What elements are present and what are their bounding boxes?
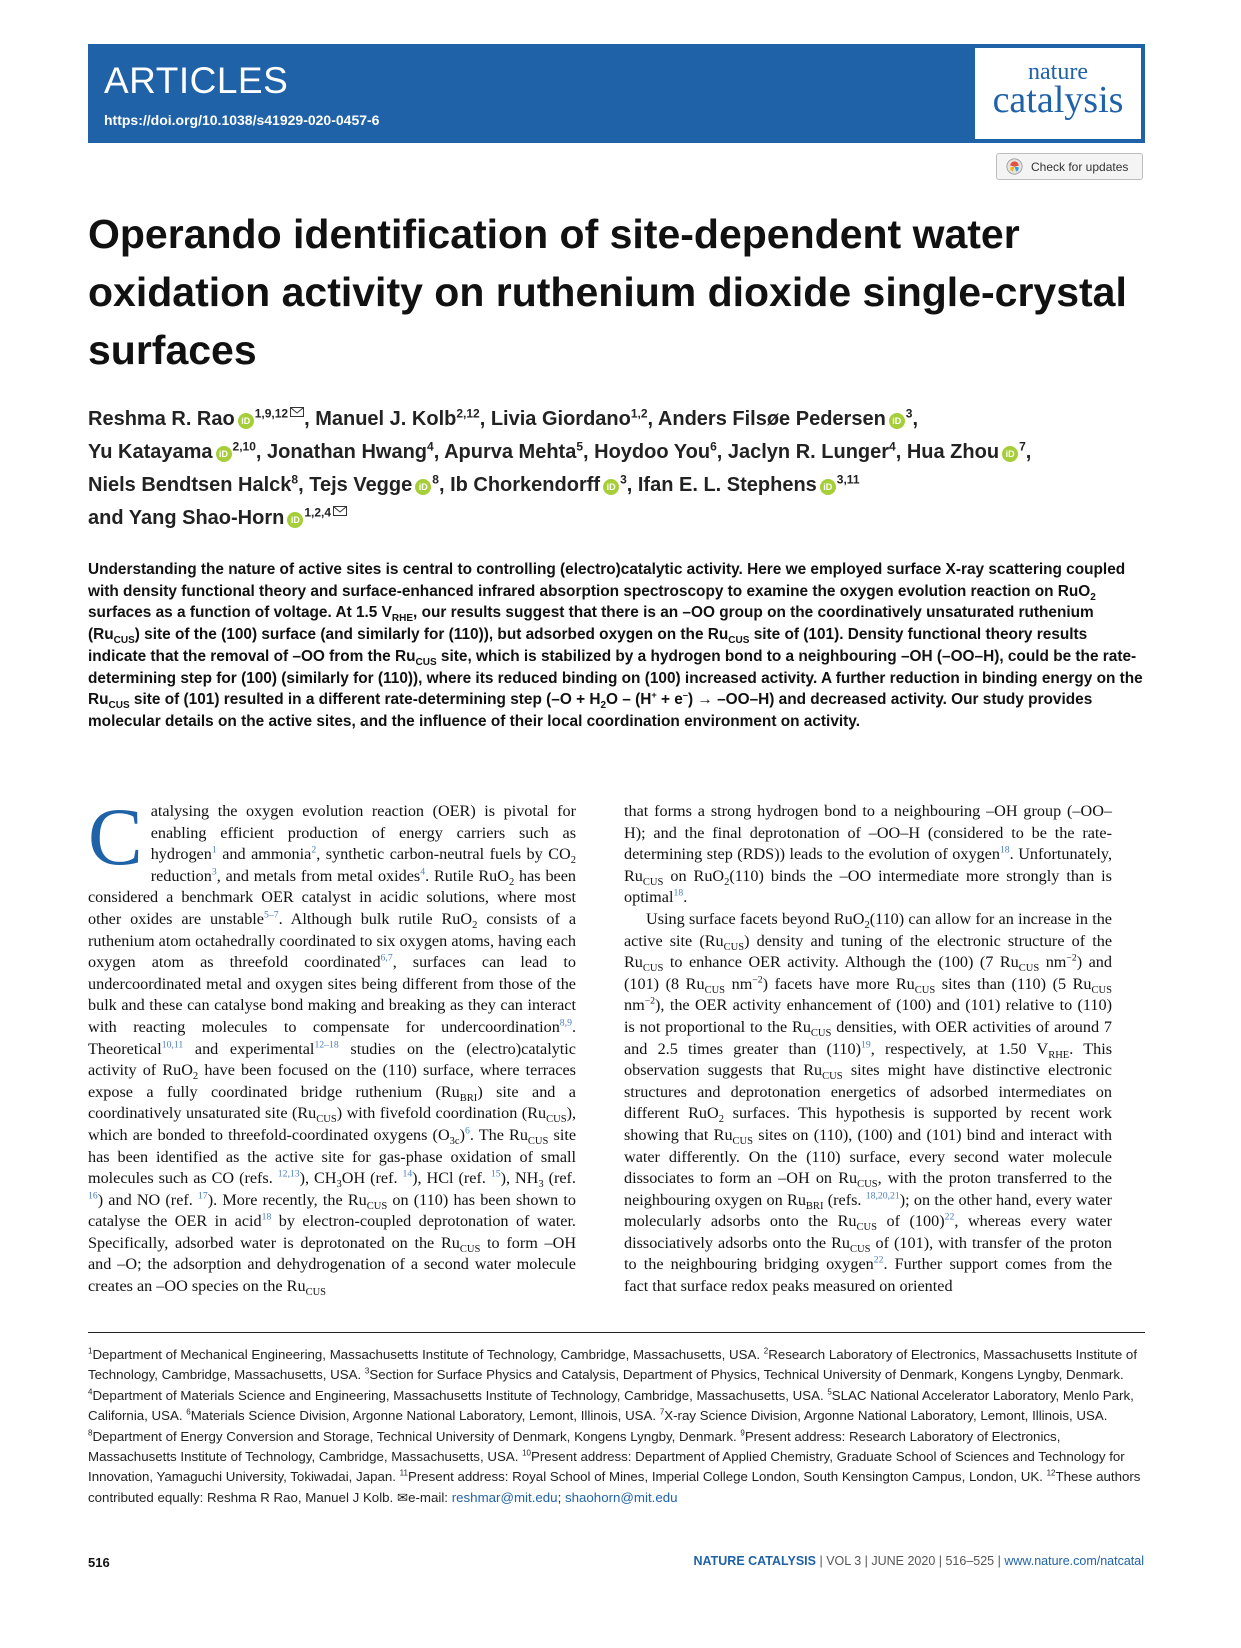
check-for-updates-button[interactable] <box>996 153 1143 180</box>
email-envelope-icon <box>333 506 347 516</box>
orcid-icon[interactable]: iD <box>216 446 232 462</box>
author-affiliation: 2,12 <box>456 406 480 421</box>
orcid-icon[interactable]: iD <box>603 479 619 495</box>
author-name[interactable]: Reshma R. Rao <box>88 408 235 430</box>
author-affiliation: 8 <box>432 472 439 487</box>
author-entry: Apurva Mehta$^5$, <box>444 439 595 463</box>
author-entry: Niels Bendtsen Halck$^8$, <box>88 472 310 496</box>
drop-cap: C <box>88 791 143 882</box>
orcid-icon[interactable]: iD <box>287 512 303 528</box>
body-column-left <box>88 791 577 1299</box>
logo-nature: nature <box>1028 59 1088 85</box>
orcid-icon[interactable]: iD <box>1002 446 1018 462</box>
article-title: Operando identification of site-dependent water oxidation activity on ruthenium dioxide single-crystal surfaces <box>88 211 1127 373</box>
orcid-icon[interactable]: iD <box>820 479 836 495</box>
author-affiliation: 4 <box>889 439 896 454</box>
email-envelope-icon <box>290 407 304 417</box>
author-entry <box>638 474 860 496</box>
author-name[interactable]: Yang Shao-Horn <box>128 507 285 529</box>
logo-journal-name: catalysis <box>992 79 1124 121</box>
orcid-icon[interactable]: iD <box>415 479 431 495</box>
author-name[interactable]: Yu Katayama <box>88 441 213 463</box>
footer-issue: VOL 3 | JUNE 2020 | 516–525 <box>826 1554 995 1568</box>
author-entry: Reshma R. Rao iD$^{1,9,12}$ , <box>88 406 316 430</box>
email-link-1[interactable]: reshmar@mit.edu <box>451 1489 558 1505</box>
running-footer: NATURE CATALYSIS | VOL 3 | JUNE 2020 | 516–525 | www.nature.com/natcatal <box>693 1554 1144 1568</box>
author-entry: Jonathan Hwang$^4$, <box>267 439 445 463</box>
author-affiliation: 8 <box>291 472 299 487</box>
author-entry: Livia Giordano$^{1,2}$, <box>490 406 658 430</box>
author-name[interactable]: Hoydoo You <box>594 441 711 463</box>
author-affiliation: 1,9,12 <box>254 406 289 421</box>
author-entry: Manuel J. Kolb$^{2,12}$, <box>315 406 491 430</box>
author-name[interactable]: Hua Zhou <box>906 441 1000 463</box>
author-name[interactable]: Anders Filsøe Pedersen <box>657 408 886 430</box>
author-entry: Anders Filsøe Pedersen $iD^3$, <box>657 406 919 430</box>
page-number: 516 <box>88 1555 110 1570</box>
body-paragraph-1: that forms a strong hydrogen bond to a neighbouring –OH group (–OO–H); and the final deprotonation of –OO–H (considered to be the rate-determining step (RDS)) leads to the evolution of oxygen$^{18}$. Unfortunately, $Ru_{CUS}$ on RuO$_2$(110) binds the –OO intermediate more strongly than is optimal$^{18}$. <box>624 802 1113 907</box>
author-name[interactable]: Niels Bendtsen Halck <box>88 474 292 496</box>
orcid-icon[interactable]: iD <box>889 413 905 429</box>
header-left <box>104 60 379 128</box>
check-for-updates-label: Check for updates <box>1031 159 1129 174</box>
author-name[interactable]: Ib Chorkendorff <box>450 474 601 496</box>
author-entry: Tejs Vegge $iD^8$, <box>309 472 451 496</box>
author-affiliation: 5 <box>576 439 584 454</box>
orcid-icon[interactable]: iD <box>238 413 254 429</box>
author-affiliation: 3 <box>905 406 913 421</box>
affiliations: $^1$Department of Mechanical Engineering, Massachusetts Institute of Technology, Cambridge, Massachusetts, USA. $^2$Research Laboratory of Electronics, Massachusetts Institute of Technology, Cambridge, Massachusetts, USA. $^3$Section for Surface Physics and Catalysis, Department of Physics, Technical University of Denmark, Kongens Lyngby, Denmark. $^4$Department of Materials Science and Engineering, Massachusetts Institute of Technology, Cambridge, Massachusetts, USA. $^5$SLAC National Accelerator Laboratory, Menlo Park, California, USA. $^6$Materials Science Division, Argonne National Laboratory, Lemont, Illinois, USA. $^7$X-ray Science Division, Argonne National Laboratory, Lemont, Illinois, USA. $^8$Department of Energy Conversion and Storage, Technical University of Denmark, Kongens Lyngby, Denmark. $^9$Present address: Research Laboratory of Electronics, Massachusetts Institute of Technology, Cambridge, Massachusetts, USA. $^{10}$Present address: Department of Applied Chemistry, Graduate School of Sciences and Technology for Innovation, Yamaguchi University, Tokiwadai, Japan. $^{11}$Present address: Royal School of Mines, Imperial College London, South Kensington Campus, London, UK. $^{12}$These authors contributed equally: Reshma R Rao, Manuel J Kolb. ✉e-mail: reshmar@mit.edu; shaohorn@mit.edu <box>88 1346 1141 1505</box>
author-affiliation: 3,11 <box>836 472 860 487</box>
author-affiliation: 1,2,4 <box>304 505 332 520</box>
journal-header <box>88 44 1145 143</box>
email-link-2[interactable]: shaohorn@mit.edu <box>564 1489 678 1505</box>
footnote-divider <box>88 1332 1145 1333</box>
author-entry: Ib Chorkendorff $iD^3$, <box>450 472 638 496</box>
author-affiliation: 7 <box>1019 439 1026 454</box>
footer-journal: NATURE CATALYSIS <box>693 1554 816 1568</box>
author-name[interactable]: Jonathan Hwang <box>267 441 428 463</box>
email-icon: ✉ <box>396 1489 409 1505</box>
author-name[interactable]: Jaclyn R. Lunger <box>727 441 890 463</box>
author-affiliation: 4 <box>427 439 434 454</box>
author-name[interactable]: Livia Giordano <box>490 408 631 430</box>
body-column-right <box>624 801 1112 1298</box>
author-entry: Yu Katayama iD$^{2,10}$, <box>88 439 267 463</box>
abstract: Understanding the nature of active sites is central to controlling (electro)catalytic activity. Here we employed surface X-ray scattering coupled with density functional theory and surface-enhanced infrared absorption spectroscopy to examine the oxygen evolution reaction on RuO$_2$ surfaces as a function of voltage. At 1.5 $V_{RHE}$, our results suggest that there is an –OO group on the coordinatively unsaturated ruthenium $(Ru_{CUS})$ site of the (100) surface (and similarly for (110)), but adsorbed oxygen on the $Ru_{CUS}$ site of (101). Density functional theory results indicate that the removal of –OO from the $Ru_{CUS}$ site, which is stabilized by a hydrogen bond to a neighbouring –OH (–OO–H), could be the rate-determining step for (100) (similarly for (110)), where its reduced binding on (100) increased activity. A further reduction in binding energy on the $Ru_{CUS}$ site of (101) resulted in a different rate-determining step $(-O + H_2O - (H^+ + e^-) \to -OO-H)$ and decreased activity. Our study provides molecular details on the active sites, and the influence of their local coordination environment on activity. <box>88 561 1143 730</box>
author-name[interactable]: Apurva Mehta <box>444 441 577 463</box>
author-name[interactable]: Ifan E. L. Stephens <box>637 474 817 496</box>
body-paragraph-2: Using surface facets beyond RuO$_2$(110) can allow for an increase in the active site $(Ru_{CUS})$ density and tuning of the electronic structure of the $Ru_{CUS}$ to enhance OER activity. Although the (100) (7 $Ru_{CUS}$ $nm^{-2}$) and (101) (8 $Ru_{CUS}$ $nm^{-2}$) facets have more $Ru_{CUS}$ sites than (110) (5 $Ru_{CUS}$ $nm^{-2}$), the OER activity enhancement of (100) and (101) relative to (110) is not proportional to the $Ru_{CUS}$ densities, with OER activities of around 7 and 2.5 times greater than (110)$^{19}$, respectively, at 1.50 $V_{RHE}$. This observation suggests that $Ru_{CUS}$ sites might have distinctive electronic structures and deprotonation energetics of adsorbed intermediates on different RuO$_2$ surfaces. This hypothesis is supported by recent work showing that $Ru_{CUS}$ sites on (110), (100) and (101) bind and interact with water differently. On the (110) surface, every second water molecule dissociates to form an –OH on $Ru_{CUS}$, with the proton transferred to the neighbouring oxygen on $Ru_{BRI}$ (refs. $^{18,20,21}$); on the other hand, every water molecularly adsorbs onto the $Ru_{CUS}$ of (100)$^{22}$, whereas every water dissociatively adsorbs onto the $Ru_{CUS}$ of (101), with transfer of the proton to the neighbouring bridging oxygen$^{22}$. Further support comes from the fact that surface redox peaks measured on oriented <box>624 909 1113 1296</box>
author-entry: Hoydoo You$^6$, <box>594 439 728 463</box>
doi-link[interactable]: https://doi.org/10.1038/s41929-020-0457-6 <box>104 112 380 128</box>
author-affiliation: 2,10 <box>232 439 256 454</box>
crossmark-icon <box>1006 158 1023 175</box>
author-affiliation: 1,2 <box>630 406 648 421</box>
section-label: ARTICLES <box>104 60 289 101</box>
author-name[interactable]: Manuel J. Kolb <box>315 408 457 430</box>
author-affiliation: 3 <box>620 472 627 487</box>
author-list: Reshma R. Rao iD$^{1,9,12}$ , Manuel J. Kolb$^{2,12}$, Livia Giordano$^{1,2}$, Anders Filsøe Pedersen $iD^3$, Yu Katayama iD$^{2,10}$, Jonathan Hwang$^4$, Apurva Mehta$^5$, Hoydoo You$^6$, Jaclyn R. Lunger$^4$, Hua Zhou $iD^7$, Niels Bendtsen Halck$^8$, Tejs Vegge $iD^8$, Ib Chorkendorff $iD^3$, Ifan E. L. Stephens iD$^{3,11}$ and Yang Shao-Horn iD$^{1,2,4}$ <box>88 406 1032 529</box>
author-entry: Hua Zhou $iD^7$, <box>906 439 1032 463</box>
intro-paragraph: Catalysing the oxygen evolution reaction (OER) is pivotal for enabling efficient production of energy carriers such as hydrogen$^1$ and ammonia$^2$, synthetic carbon-neutral fuels by $CO_2$ reduction$^3$, and metals from metal oxides$^4$. Rutile RuO$_2$ has been considered a benchmark OER catalyst in acidic solutions, where most other oxides are unstable$^{5-7}$. Although bulk rutile RuO$_2$ consists of a ruthenium atom octahedrally coordinated to six oxygen atoms, having each oxygen atom as threefold coordinated$^{6,7}$, surfaces can lead to undercoordinated metal and oxygen sites being different from those of the bulk and these can catalyse bond making and breaking as they can interact with reacting molecules to compensate for undercoordination$^{8,9}$. Theoretical$^{10,11}$ and experimental$^{12-18}$ studies on the (electro)catalytic activity of RuO$_2$ have been focused on the (110) surface, where terraces expose a fully coordinated bridge ruthenium $(Ru_{BRI})$ site and a coordinatively unsaturated site $(Ru_{CUS})$ with fivefold coordination $(Ru_{CUS})$, which are bonded to threefold-coordinated oxygens $(O_{3c})^6$. The $Ru_{CUS}$ site has been identified as the active site for gas-phase oxidation of small molecules such as CO (refs. $^{12,13}$), $CH_3OH$ (ref. $^{14}$), HCl (ref. $^{15}$), $NH_3$ (ref. $^{16}$) and NO (ref. $^{17}$). More recently, the $Ru_{CUS}$ on (110) has been shown to catalyse the OER in acid$^{18}$ by electron-coupled deprotonation of water. Specifically, adsorbed water is deprotonated on the $Ru_{CUS}$ to form –OH and –O; the adsorption and dehydrogenation of a second water molecule creates an –OO species on the $Ru_{CUS}$ <box>88 791 577 1299</box>
author-affiliation: 6 <box>710 439 717 454</box>
footer-url[interactable]: www.nature.com/natcatal <box>1004 1554 1144 1568</box>
author-name[interactable]: Tejs Vegge <box>309 474 413 496</box>
author-entry <box>129 507 347 529</box>
journal-logo <box>975 48 1141 139</box>
author-entry: Jaclyn R. Lunger$^4$, <box>727 439 907 463</box>
